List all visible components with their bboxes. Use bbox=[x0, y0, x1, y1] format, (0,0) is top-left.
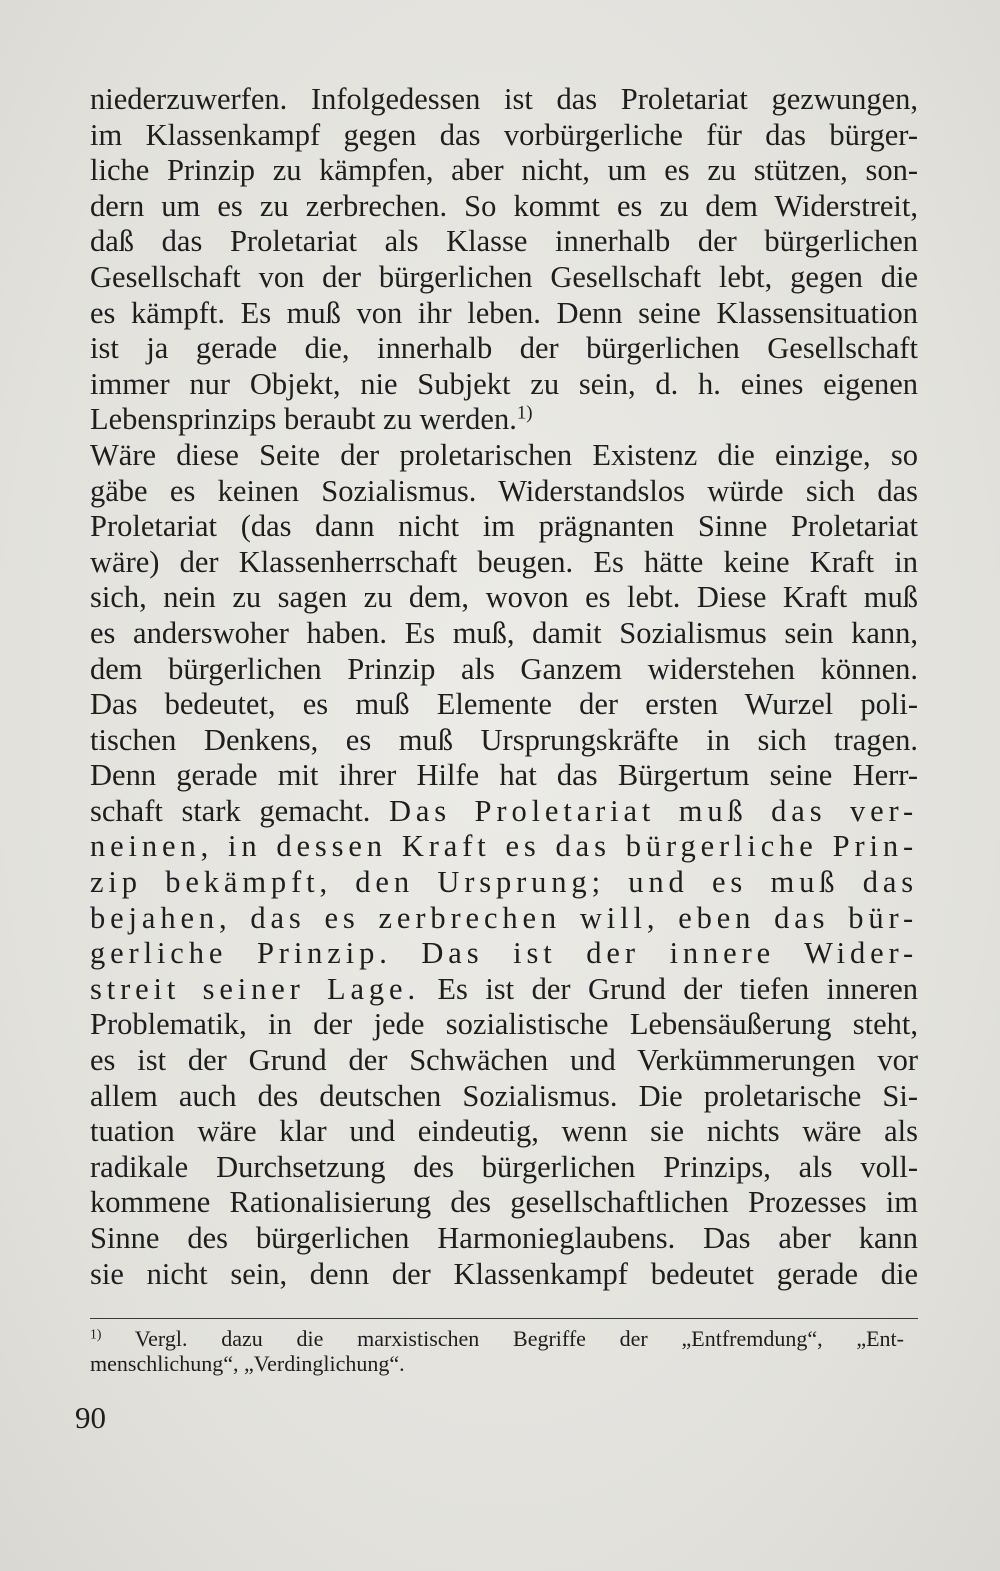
footnote-line bbox=[90, 1326, 904, 1351]
text-line: Lebensprinzips beraubt zu werden. bbox=[90, 402, 517, 437]
text-line: es kämpft. Es muß von ihr leben. Denn seine Klassensituation bbox=[90, 295, 918, 330]
footnote-text: Vergl. dazu die marxistischen Begriffe der „Entfremdung“, „Ent- bbox=[101, 1326, 904, 1351]
text-line-mixed bbox=[90, 972, 918, 1008]
text-line: es ist der Grund der Schwächen und Verkümmerungen vor bbox=[90, 1043, 918, 1078]
emphasized-text: Das Proletariat muß das ver- bbox=[388, 793, 918, 828]
text-line: Proletariat (das dann nicht im prägnanten Sinne Proletariat bbox=[90, 509, 918, 544]
text-line-mixed bbox=[90, 794, 918, 830]
text-line: sie nicht sein, denn der Klassenkampf bedeutet gerade die bbox=[90, 1256, 918, 1291]
text-line: wäre) der Klassenherrschaft beugen. Es hätte keine Kraft in bbox=[90, 544, 918, 579]
emphasized-line: zip bekämpft, den Ursprung; und es muß das bbox=[90, 865, 918, 900]
footnote-line: menschlichung“, „Verdinglichung“. bbox=[90, 1351, 405, 1376]
text-line: immer nur Objekt, nie Subjekt zu sein, d. h. eines eigenen bbox=[90, 366, 918, 401]
text-line: daß das Proletariat als Klasse innerhalb der bürgerlichen bbox=[90, 224, 918, 259]
footnote-reference[interactable]: 1) bbox=[516, 402, 533, 424]
text-segment: Es ist der Grund der tiefen inneren bbox=[437, 971, 918, 1006]
footnote-marker: 1) bbox=[90, 1326, 102, 1342]
text-line: tuation wäre klar und eindeutig, wenn sie nichts wäre als bbox=[90, 1114, 918, 1149]
text-segment: schaft stark gemacht. bbox=[90, 793, 371, 828]
text-line: Denn gerade mit ihrer Hilfe hat das Bürgertum seine Herr- bbox=[90, 758, 918, 793]
text-line: Problematik, in der jede sozialistische Lebensäußerung steht, bbox=[90, 1007, 918, 1042]
text-line: Sinne des bürgerlichen Harmonieglaubens. Das aber kann bbox=[90, 1221, 918, 1255]
main-text bbox=[90, 82, 918, 1292]
text-line: allem auch des deutschen Sozialismus. Die proletarische Si- bbox=[90, 1078, 918, 1113]
text-line: niederzuwerfen. Infolgedessen ist das Proletariat gezwungen, bbox=[90, 82, 918, 116]
text-line: im Klassenkampf gegen das vorbürgerliche für das bürger- bbox=[90, 117, 918, 152]
text-line: Wäre diese Seite der proletarischen Existenz die einzige, so bbox=[90, 437, 918, 472]
emphasized-line: gerliche Prinzip. Das ist der innere Wider- bbox=[90, 936, 918, 971]
text-line: es anderswoher haben. Es muß, damit Sozialismus sein kann, bbox=[90, 615, 918, 650]
text-line: dern um es zu zerbrechen. So kommt es zu dem Widerstreit, bbox=[90, 188, 918, 223]
text-line: radikale Durchsetzung des bürgerlichen Prinzips, als voll- bbox=[90, 1149, 918, 1184]
text-line: Gesellschaft von der bürgerlichen Gesellschaft lebt, gegen die bbox=[90, 259, 918, 294]
text-line-with-footnote-ref bbox=[90, 402, 918, 438]
emphasized-text: streit seiner Lage. bbox=[90, 971, 420, 1006]
footnote-divider bbox=[90, 1318, 918, 1319]
text-line: dem bürgerlichen Prinzip als Ganzem widerstehen können. bbox=[90, 651, 918, 686]
emphasized-line: bejahen, das es zerbrechen will, eben das bür- bbox=[90, 900, 918, 935]
text-line: kommene Rationalisierung des gesellschaftlichen Prozesses im bbox=[90, 1185, 918, 1220]
emphasized-line: neinen, in dessen Kraft es das bürgerliche Prin- bbox=[90, 829, 918, 864]
footnote bbox=[90, 1326, 904, 1376]
page-number: 90 bbox=[75, 1400, 106, 1435]
text-line: sich, nein zu sagen zu dem, wovon es lebt. Diese Kraft muß bbox=[90, 580, 918, 615]
text-line: Das bedeutet, es muß Elemente der ersten Wurzel poli- bbox=[90, 687, 918, 722]
text-line: ist ja gerade die, innerhalb der bürgerlichen Gesellschaft bbox=[90, 331, 918, 366]
text-line: tischen Denkens, es muß Ursprungskräfte in sich tragen. bbox=[90, 722, 918, 757]
text-line: liche Prinzip zu kämpfen, aber nicht, um es zu stützen, son- bbox=[90, 153, 918, 188]
text-line: gäbe es keinen Sozialismus. Widerstandslos würde sich das bbox=[90, 473, 918, 508]
